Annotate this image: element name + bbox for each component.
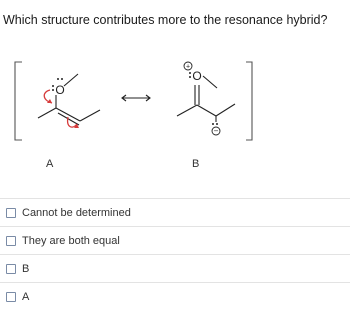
- option-label: They are both equal: [22, 234, 120, 247]
- structure-a-label: A: [46, 158, 54, 170]
- option-label: A: [22, 290, 30, 303]
- svg-text:−: −: [213, 126, 219, 136]
- option-both-equal[interactable]: [0, 226, 350, 254]
- option-b[interactable]: [0, 254, 350, 282]
- structure-b: [177, 62, 235, 136]
- question-text: Which structure contributes more to the resonance hybrid?: [3, 13, 328, 27]
- option-label: Cannot be determined: [22, 206, 131, 219]
- structure-a: [38, 74, 100, 128]
- structure-b-label: B: [192, 158, 200, 170]
- resonance-arrow: [122, 95, 150, 101]
- oxygen-atom-a: O: [55, 83, 65, 97]
- checkbox[interactable]: [6, 292, 16, 302]
- oxygen-atom-b: O: [192, 69, 202, 83]
- right-bracket: [246, 62, 252, 140]
- checkbox[interactable]: [6, 208, 16, 218]
- answer-options: [0, 198, 350, 310]
- left-bracket: [15, 62, 22, 140]
- option-cannot-be-determined[interactable]: [0, 198, 350, 226]
- checkbox[interactable]: [6, 264, 16, 274]
- svg-text:+: +: [185, 63, 191, 71]
- option-label: B: [22, 262, 30, 275]
- checkbox[interactable]: [6, 236, 16, 246]
